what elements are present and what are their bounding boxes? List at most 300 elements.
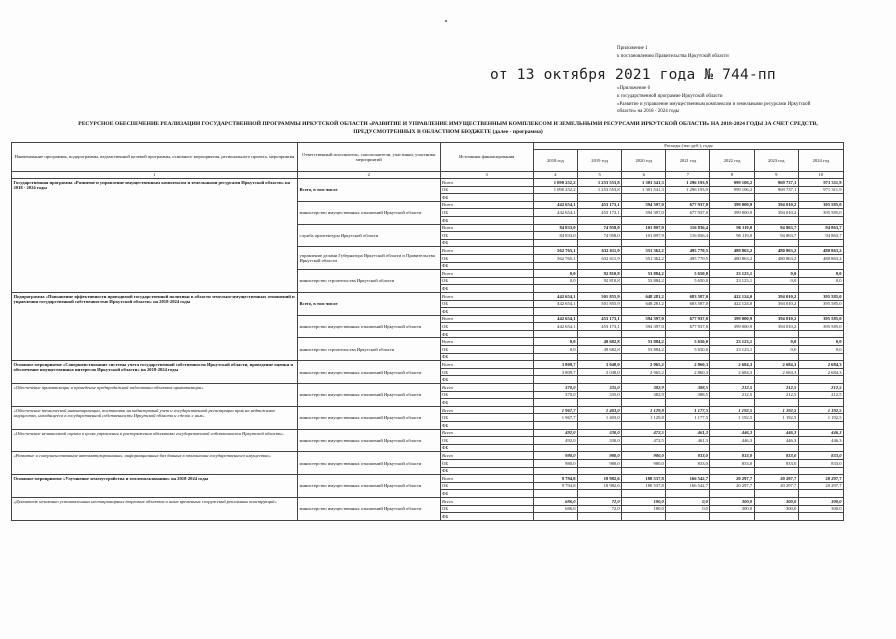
amount-cell: 969 737,1 (754, 186, 798, 194)
amount-cell (622, 216, 666, 224)
amount-cell (798, 239, 843, 247)
amount-cell: 594 397,0 (622, 201, 666, 209)
funding-source-cell: ОБ (440, 391, 533, 399)
amount-cell (533, 467, 577, 475)
executor-cell: министерство имущественных отношений Иркутской области (298, 384, 441, 407)
amount-cell: 180 537,8 (622, 482, 666, 490)
amount-cell: 335,0 (578, 384, 622, 392)
amount-cell (754, 285, 798, 293)
amount-cell (710, 308, 754, 316)
amount-cell (710, 513, 754, 521)
amount-cell (754, 262, 798, 270)
amount-cell: 399 000,9 (710, 315, 754, 323)
amount-cell: 94 863,7 (798, 232, 843, 240)
amount-cell: 20 297,7 (798, 482, 843, 490)
funding-source-cell: Всего (440, 338, 533, 346)
amount-cell: 395 585,0 (798, 300, 843, 308)
amount-cell: 0,0 (754, 277, 798, 285)
amount-cell: 74 958,0 (578, 232, 622, 240)
funding-source-cell: ОБ (440, 186, 533, 194)
amount-cell: 3 809,7 (533, 361, 577, 369)
table-row (12, 497, 844, 505)
amount-cell: 1 090 252,2 (533, 179, 577, 187)
amount-cell: 0,0 (798, 338, 843, 346)
col-header-executor: Ответственный исполнитель, соисполнители, участники, участники мероприятий (298, 143, 441, 172)
amount-cell: 677 937,0 (666, 315, 710, 323)
executor-cell: министерство имущественных отношений Иркутской области (298, 406, 441, 429)
amount-cell (798, 467, 843, 475)
amount-cell: 446,3 (710, 437, 754, 445)
amount-cell (666, 467, 710, 475)
funding-source-cell: ОБ (440, 414, 533, 422)
amount-cell (622, 262, 666, 270)
amount-cell: 18 982,6 (578, 482, 622, 490)
amount-cell (578, 330, 622, 338)
table-row (12, 361, 844, 369)
amount-cell (533, 194, 577, 202)
amount-cell: 562 765,1 (533, 247, 577, 255)
amount-cell: 446,3 (754, 437, 798, 445)
amount-cell: 677 937,0 (666, 201, 710, 209)
amount-cell: 2 684,3 (710, 361, 754, 369)
program-name-cell: Основное мероприятие «Совершенствование системы учета государственной собственности Иркутской области, проведение оценки и обеспечение имущественных интересов Иркутской области» на 2018-2024 годы (12, 361, 298, 384)
program-name-cell: «Обеспечение независимой оценки в целях управления и распоряжения объектами государственной собственности Иркутской области» (12, 429, 298, 452)
amount-cell: 395 585,0 (798, 323, 843, 331)
amount-cell: 399 000,9 (710, 201, 754, 209)
amount-cell: 212,5 (710, 384, 754, 392)
amount-cell: 0,0 (533, 346, 577, 354)
amount-cell: 442 654,1 (533, 300, 577, 308)
amount-cell: 394 010,2 (754, 201, 798, 209)
column-number: 7 (666, 172, 710, 179)
amount-cell (754, 330, 798, 338)
amount-cell: 1 967,7 (533, 406, 577, 414)
amount-cell (622, 376, 666, 384)
amount-cell: 20 297,7 (754, 482, 798, 490)
amount-cell: 0,0 (798, 270, 843, 278)
executor-cell: министерство строительства Иркутской области (298, 270, 441, 293)
amount-cell: 96 119,0 (710, 224, 754, 232)
amount-cell: 49 682,8 (578, 338, 622, 346)
table-row (12, 429, 844, 437)
amount-cell: 971 311,9 (798, 186, 843, 194)
amount-cell (798, 490, 843, 498)
amount-cell: 394 010,2 (754, 323, 798, 331)
amount-cell: 1 301 541,3 (622, 186, 666, 194)
amount-cell: 1 177,5 (666, 414, 710, 422)
amount-cell (666, 194, 710, 202)
amount-cell: 472,5 (622, 437, 666, 445)
amount-cell: 2 860,3 (666, 368, 710, 376)
amount-cell (710, 285, 754, 293)
program-name-cell: «Обеспечение технической инвентаризации, постановки на кадастровый учет и государственной регистрации прав на недвижимое имущество, находящееся в государственной собственности Иркутской области и сделок с ним» (12, 406, 298, 429)
amount-cell (622, 239, 666, 247)
amount-cell: 212,5 (798, 384, 843, 392)
amount-cell: 495 770,5 (666, 254, 710, 262)
executor-cell: министерство строительства Иркутской области (298, 338, 441, 361)
amount-cell (710, 353, 754, 361)
column-numbers-row (12, 172, 844, 179)
program-name-cell: «Развитие и совершенствование автоматизированных, информационных баз данных в отношении государственного имущества» (12, 452, 298, 475)
column-number: 2 (298, 172, 441, 179)
funding-source-cell: Всего (440, 179, 533, 187)
executor-cell: министерство имущественных отношений Иркутской области (298, 361, 441, 384)
amount-cell: 382,9 (622, 391, 666, 399)
funding-source-cell: ОБ (440, 323, 533, 331)
funding-source-cell: ОБ (440, 209, 533, 217)
amount-cell (710, 444, 754, 452)
amount-cell: 20 297,7 (754, 475, 798, 483)
amount-cell: 0,0 (798, 277, 843, 285)
amount-cell: 20 297,7 (710, 475, 754, 483)
amount-cell: 20 297,7 (798, 475, 843, 483)
year-header: 2020 год (622, 150, 666, 172)
amount-cell: 422 124,0 (710, 292, 754, 300)
funding-source-cell: ОБ (440, 346, 533, 354)
amount-cell (710, 490, 754, 498)
amount-cell: 394 010,2 (754, 292, 798, 300)
amount-cell: 1 253 553,8 (578, 179, 622, 187)
amount-cell: 92 810,8 (578, 270, 622, 278)
amount-cell: 683 587,0 (666, 300, 710, 308)
amount-cell: 2 965,2 (622, 361, 666, 369)
amount-cell (710, 216, 754, 224)
amount-cell: 0,0 (754, 270, 798, 278)
table-row (12, 406, 844, 414)
amount-cell: 1 403,0 (578, 406, 622, 414)
amount-cell: 677 937,0 (666, 209, 710, 217)
amount-cell: 453 173,1 (578, 323, 622, 331)
amount-cell (578, 353, 622, 361)
amount-cell: 94 863,7 (754, 232, 798, 240)
amount-cell: 1 967,7 (533, 414, 577, 422)
program-name-cell: Основное мероприятие «Улучшение землеустройства и землепользования» на 2018-2024 годы (12, 475, 298, 498)
program-name-cell: «Демонтаж незаконно установленных нестационарных торговых объектов и иных временных сооружений рекламных конструкций» (12, 497, 298, 520)
amount-cell: 5 650,0 (666, 277, 710, 285)
column-number: 1 (12, 172, 298, 179)
amount-cell: 1 192,5 (754, 406, 798, 414)
amount-cell (798, 422, 843, 430)
resource-table (11, 142, 844, 521)
amount-cell: 2 684,3 (754, 368, 798, 376)
amount-cell: 632 611,9 (578, 247, 622, 255)
amount-cell: 442 654,1 (533, 292, 577, 300)
amount-cell: 180,0 (622, 497, 666, 505)
table-row (12, 475, 844, 483)
amount-cell (578, 513, 622, 521)
amount-cell: 53 884,2 (622, 270, 666, 278)
amount-cell (754, 239, 798, 247)
col-header-expenses: Расходы (тыс.руб.), годы (533, 143, 843, 150)
amount-cell (578, 467, 622, 475)
amount-cell (798, 262, 843, 270)
amount-cell: 9 794,8 (533, 482, 577, 490)
column-number: 10 (798, 172, 843, 179)
funding-source-cell: Всего (440, 475, 533, 483)
amount-cell (622, 422, 666, 430)
amount-cell: 1 296 193,9 (666, 186, 710, 194)
executor-cell: служба архитектуры Иркутской области (298, 224, 441, 247)
amount-cell (798, 308, 843, 316)
amount-cell (798, 194, 843, 202)
amount-cell: 300,0 (710, 505, 754, 513)
amount-cell: 101 897,9 (622, 232, 666, 240)
amount-cell: 3 809,7 (533, 368, 577, 376)
amount-cell (578, 262, 622, 270)
amount-cell: 53 884,2 (622, 346, 666, 354)
table-head (12, 143, 844, 179)
funding-source-cell: ФБ (440, 467, 533, 475)
amount-cell: 2 965,2 (622, 368, 666, 376)
amount-cell: 980,0 (578, 459, 622, 467)
amount-cell: 980,0 (578, 452, 622, 460)
amount-cell: 969 737,1 (754, 179, 798, 187)
amount-cell: 594 397,0 (622, 323, 666, 331)
amount-cell: 53 884,2 (622, 338, 666, 346)
funding-source-cell: Всего (440, 384, 533, 392)
amount-cell: 300,0 (798, 505, 843, 513)
amount-cell (533, 376, 577, 384)
amount-cell (666, 308, 710, 316)
amount-cell: 999 106,2 (710, 186, 754, 194)
amount-cell (798, 216, 843, 224)
year-header: 2023 год (754, 150, 798, 172)
funding-source-cell: ОБ (440, 300, 533, 308)
funding-source-cell: Всего (440, 201, 533, 209)
amount-cell (578, 194, 622, 202)
amount-cell (710, 376, 754, 384)
amount-cell: 9 794,8 (533, 475, 577, 483)
amount-cell: 1 192,5 (798, 406, 843, 414)
year-header: 2022 год (710, 150, 754, 172)
table-row (12, 292, 844, 300)
amount-cell: 3 048,0 (578, 361, 622, 369)
amount-cell: 0,0 (533, 270, 577, 278)
amount-cell (710, 422, 754, 430)
amount-cell: 422 124,0 (710, 300, 754, 308)
prev-appendix-line4: области» на 2018 - 2024 годы (617, 109, 680, 114)
amount-cell (666, 330, 710, 338)
amount-cell: 212,5 (798, 391, 843, 399)
amount-cell: 480 863,2 (798, 254, 843, 262)
amount-cell: 648 281,2 (622, 300, 666, 308)
funding-source-cell: ФБ (440, 399, 533, 407)
amount-cell (533, 399, 577, 407)
amount-cell (578, 285, 622, 293)
amount-cell: 180,0 (622, 505, 666, 513)
amount-cell: 1 192,5 (798, 414, 843, 422)
amount-cell: 2 684,3 (798, 361, 843, 369)
funding-source-cell: Всего (440, 292, 533, 300)
table-row (12, 452, 844, 460)
amount-cell: 480 863,2 (754, 254, 798, 262)
amount-cell: 180 537,8 (622, 475, 666, 483)
amount-cell (798, 330, 843, 338)
appendix-line1: Приложение 1 (617, 46, 648, 51)
executor-cell: Всего, в том числе (298, 179, 441, 202)
amount-cell (798, 353, 843, 361)
amount-cell: 388,5 (666, 391, 710, 399)
amount-cell: 300,0 (798, 497, 843, 505)
amount-cell (622, 308, 666, 316)
amount-cell (798, 399, 843, 407)
amount-cell: 442 654,1 (533, 201, 577, 209)
year-header: 2018 год (533, 150, 577, 172)
amount-cell: 330,0 (578, 429, 622, 437)
amount-cell: 501 855,9 (578, 300, 622, 308)
amount-cell: 300,0 (710, 497, 754, 505)
amount-cell (533, 513, 577, 521)
amount-cell: 971 311,9 (798, 179, 843, 187)
amount-cell: 394 010,2 (754, 300, 798, 308)
amount-cell: 72,0 (578, 497, 622, 505)
funding-source-cell: Всего (440, 315, 533, 323)
amount-cell (666, 376, 710, 384)
amount-cell: 394 010,2 (754, 315, 798, 323)
executor-cell: министерство имущественных отношений Иркутской области (298, 429, 441, 452)
year-header: 2019 год (578, 150, 622, 172)
amount-cell: 453 173,1 (578, 209, 622, 217)
table-body (12, 179, 844, 521)
amount-cell: 492,0 (533, 429, 577, 437)
amount-cell (754, 216, 798, 224)
amount-cell: 72,0 (578, 505, 622, 513)
funding-source-cell: ФБ (440, 422, 533, 430)
amount-cell: 49 682,8 (578, 346, 622, 354)
amount-cell (533, 444, 577, 452)
funding-source-cell: Всего (440, 497, 533, 505)
amount-cell: 980,0 (533, 459, 577, 467)
amount-cell (666, 239, 710, 247)
amount-cell: 551 362,2 (622, 247, 666, 255)
amount-cell: 551 362,2 (622, 254, 666, 262)
amount-cell (622, 444, 666, 452)
amount-cell: 388,5 (666, 384, 710, 392)
amount-cell (622, 513, 666, 521)
amount-cell (578, 308, 622, 316)
funding-source-cell: ФБ (440, 444, 533, 452)
amount-cell: 395 585,0 (798, 201, 843, 209)
amount-cell: 84 833,0 (533, 232, 577, 240)
amount-cell: 300,0 (754, 505, 798, 513)
amount-cell: 833,0 (666, 459, 710, 467)
amount-cell: 3 048,0 (578, 368, 622, 376)
amount-cell (533, 422, 577, 430)
funding-source-cell: Всего (440, 429, 533, 437)
col-header-source: Источники финансирования (440, 143, 533, 172)
amount-cell: 648 281,2 (622, 292, 666, 300)
column-number: 6 (622, 172, 666, 179)
amount-cell (754, 399, 798, 407)
executor-cell: министерство имущественных отношений Иркутской области (298, 201, 441, 224)
amount-cell: 382,9 (622, 384, 666, 392)
amount-cell: 370,0 (533, 391, 577, 399)
amount-cell: 594 397,0 (622, 209, 666, 217)
amount-cell: 562 765,1 (533, 254, 577, 262)
funding-source-cell: ФБ (440, 308, 533, 316)
amount-cell (578, 422, 622, 430)
amount-cell: 980,0 (533, 452, 577, 460)
amount-cell: 116 836,4 (666, 232, 710, 240)
amount-cell: 212,5 (754, 391, 798, 399)
amount-cell: 453 173,1 (578, 315, 622, 323)
amount-cell: 833,0 (666, 452, 710, 460)
amount-cell: 833,0 (754, 459, 798, 467)
col-header-name: Наименование программы, подпрограммы, ведомственной целевой программы, основного мероприятия, регионального проекта, мероприятия (12, 143, 298, 172)
amount-cell: 1 192,5 (710, 406, 754, 414)
title-line-1: РЕСУРСНОЕ ОБЕСПЕЧЕНИЕ РЕАЛИЗАЦИИ ГОСУДАРСТВЕННОЙ ПРОГРАММЫ ИРКУТСКОЙ ОБЛАСТИ «РАЗВИТИЕ И УПРАВЛЕНИЕ ИМУЩЕСТВЕННЫМ КОМПЛЕКСОМ И ЗЕМЕЛЬНЫМИ РЕСУРСАМИ ИРКУТСКОЙ ОБЛАСТИ» НА 2018-2024 ГОДЫ ЗА СЧЕТ СРЕДСТВ, (78, 121, 818, 127)
funding-source-cell: ОБ (440, 254, 533, 262)
document-title (20, 120, 876, 136)
amount-cell: 999 106,2 (710, 179, 754, 187)
year-header: 2024 год (798, 150, 843, 172)
amount-cell (578, 376, 622, 384)
amount-cell (710, 262, 754, 270)
amount-cell (622, 194, 666, 202)
amount-cell: 480 863,2 (798, 247, 843, 255)
amount-cell: 833,0 (754, 452, 798, 460)
amount-cell (533, 216, 577, 224)
funding-source-cell: Всего (440, 406, 533, 414)
column-number: 3 (440, 172, 533, 179)
prev-appendix-line1: «Приложение 6 (617, 86, 651, 91)
amount-cell: 480 863,2 (710, 254, 754, 262)
funding-source-cell: ФБ (440, 194, 533, 202)
amount-cell (754, 490, 798, 498)
amount-cell (754, 308, 798, 316)
amount-cell (710, 399, 754, 407)
amount-cell (578, 399, 622, 407)
amount-cell: 446,3 (798, 437, 843, 445)
amount-cell: 1 177,5 (666, 406, 710, 414)
prev-appendix-line2: к государственной программе Иркутской области (617, 94, 723, 99)
amount-cell: 394 010,2 (754, 209, 798, 217)
amount-cell (754, 376, 798, 384)
appendix-line2: к постановлению Правительства Иркутской области (617, 54, 729, 59)
funding-source-cell: Всего (440, 247, 533, 255)
program-name-cell: «Обеспечение приватизации и проведение предпродажной подготовки объектов приватизации» (12, 384, 298, 407)
amount-cell: 0,0 (533, 338, 577, 346)
funding-source-cell: ОБ (440, 482, 533, 490)
amount-cell: 2 684,3 (710, 368, 754, 376)
amount-cell: 399 000,9 (710, 209, 754, 217)
funding-source-cell: ФБ (440, 216, 533, 224)
amount-cell (622, 353, 666, 361)
amount-cell: 683 587,0 (666, 292, 710, 300)
amount-cell: 5 650,0 (666, 346, 710, 354)
amount-cell: 300,0 (754, 497, 798, 505)
executor-cell: Всего, в том числе (298, 292, 441, 315)
amount-cell: 330,0 (578, 437, 622, 445)
funding-source-cell: ФБ (440, 262, 533, 270)
amount-cell (666, 262, 710, 270)
amount-cell (533, 330, 577, 338)
amount-cell: 480 863,2 (754, 247, 798, 255)
amount-cell (754, 444, 798, 452)
amount-cell: 442 654,1 (533, 315, 577, 323)
amount-cell: 833,0 (710, 452, 754, 460)
funding-source-cell: ФБ (440, 330, 533, 338)
amount-cell (578, 216, 622, 224)
amount-cell: 395 585,0 (798, 315, 843, 323)
amount-cell: 442 654,1 (533, 323, 577, 331)
amount-cell: 453 173,1 (578, 201, 622, 209)
funding-source-cell: ОБ (440, 232, 533, 240)
amount-cell: 370,0 (533, 384, 577, 392)
amount-cell (533, 353, 577, 361)
amount-cell: 20 297,7 (710, 482, 754, 490)
amount-cell: 632 611,9 (578, 254, 622, 262)
